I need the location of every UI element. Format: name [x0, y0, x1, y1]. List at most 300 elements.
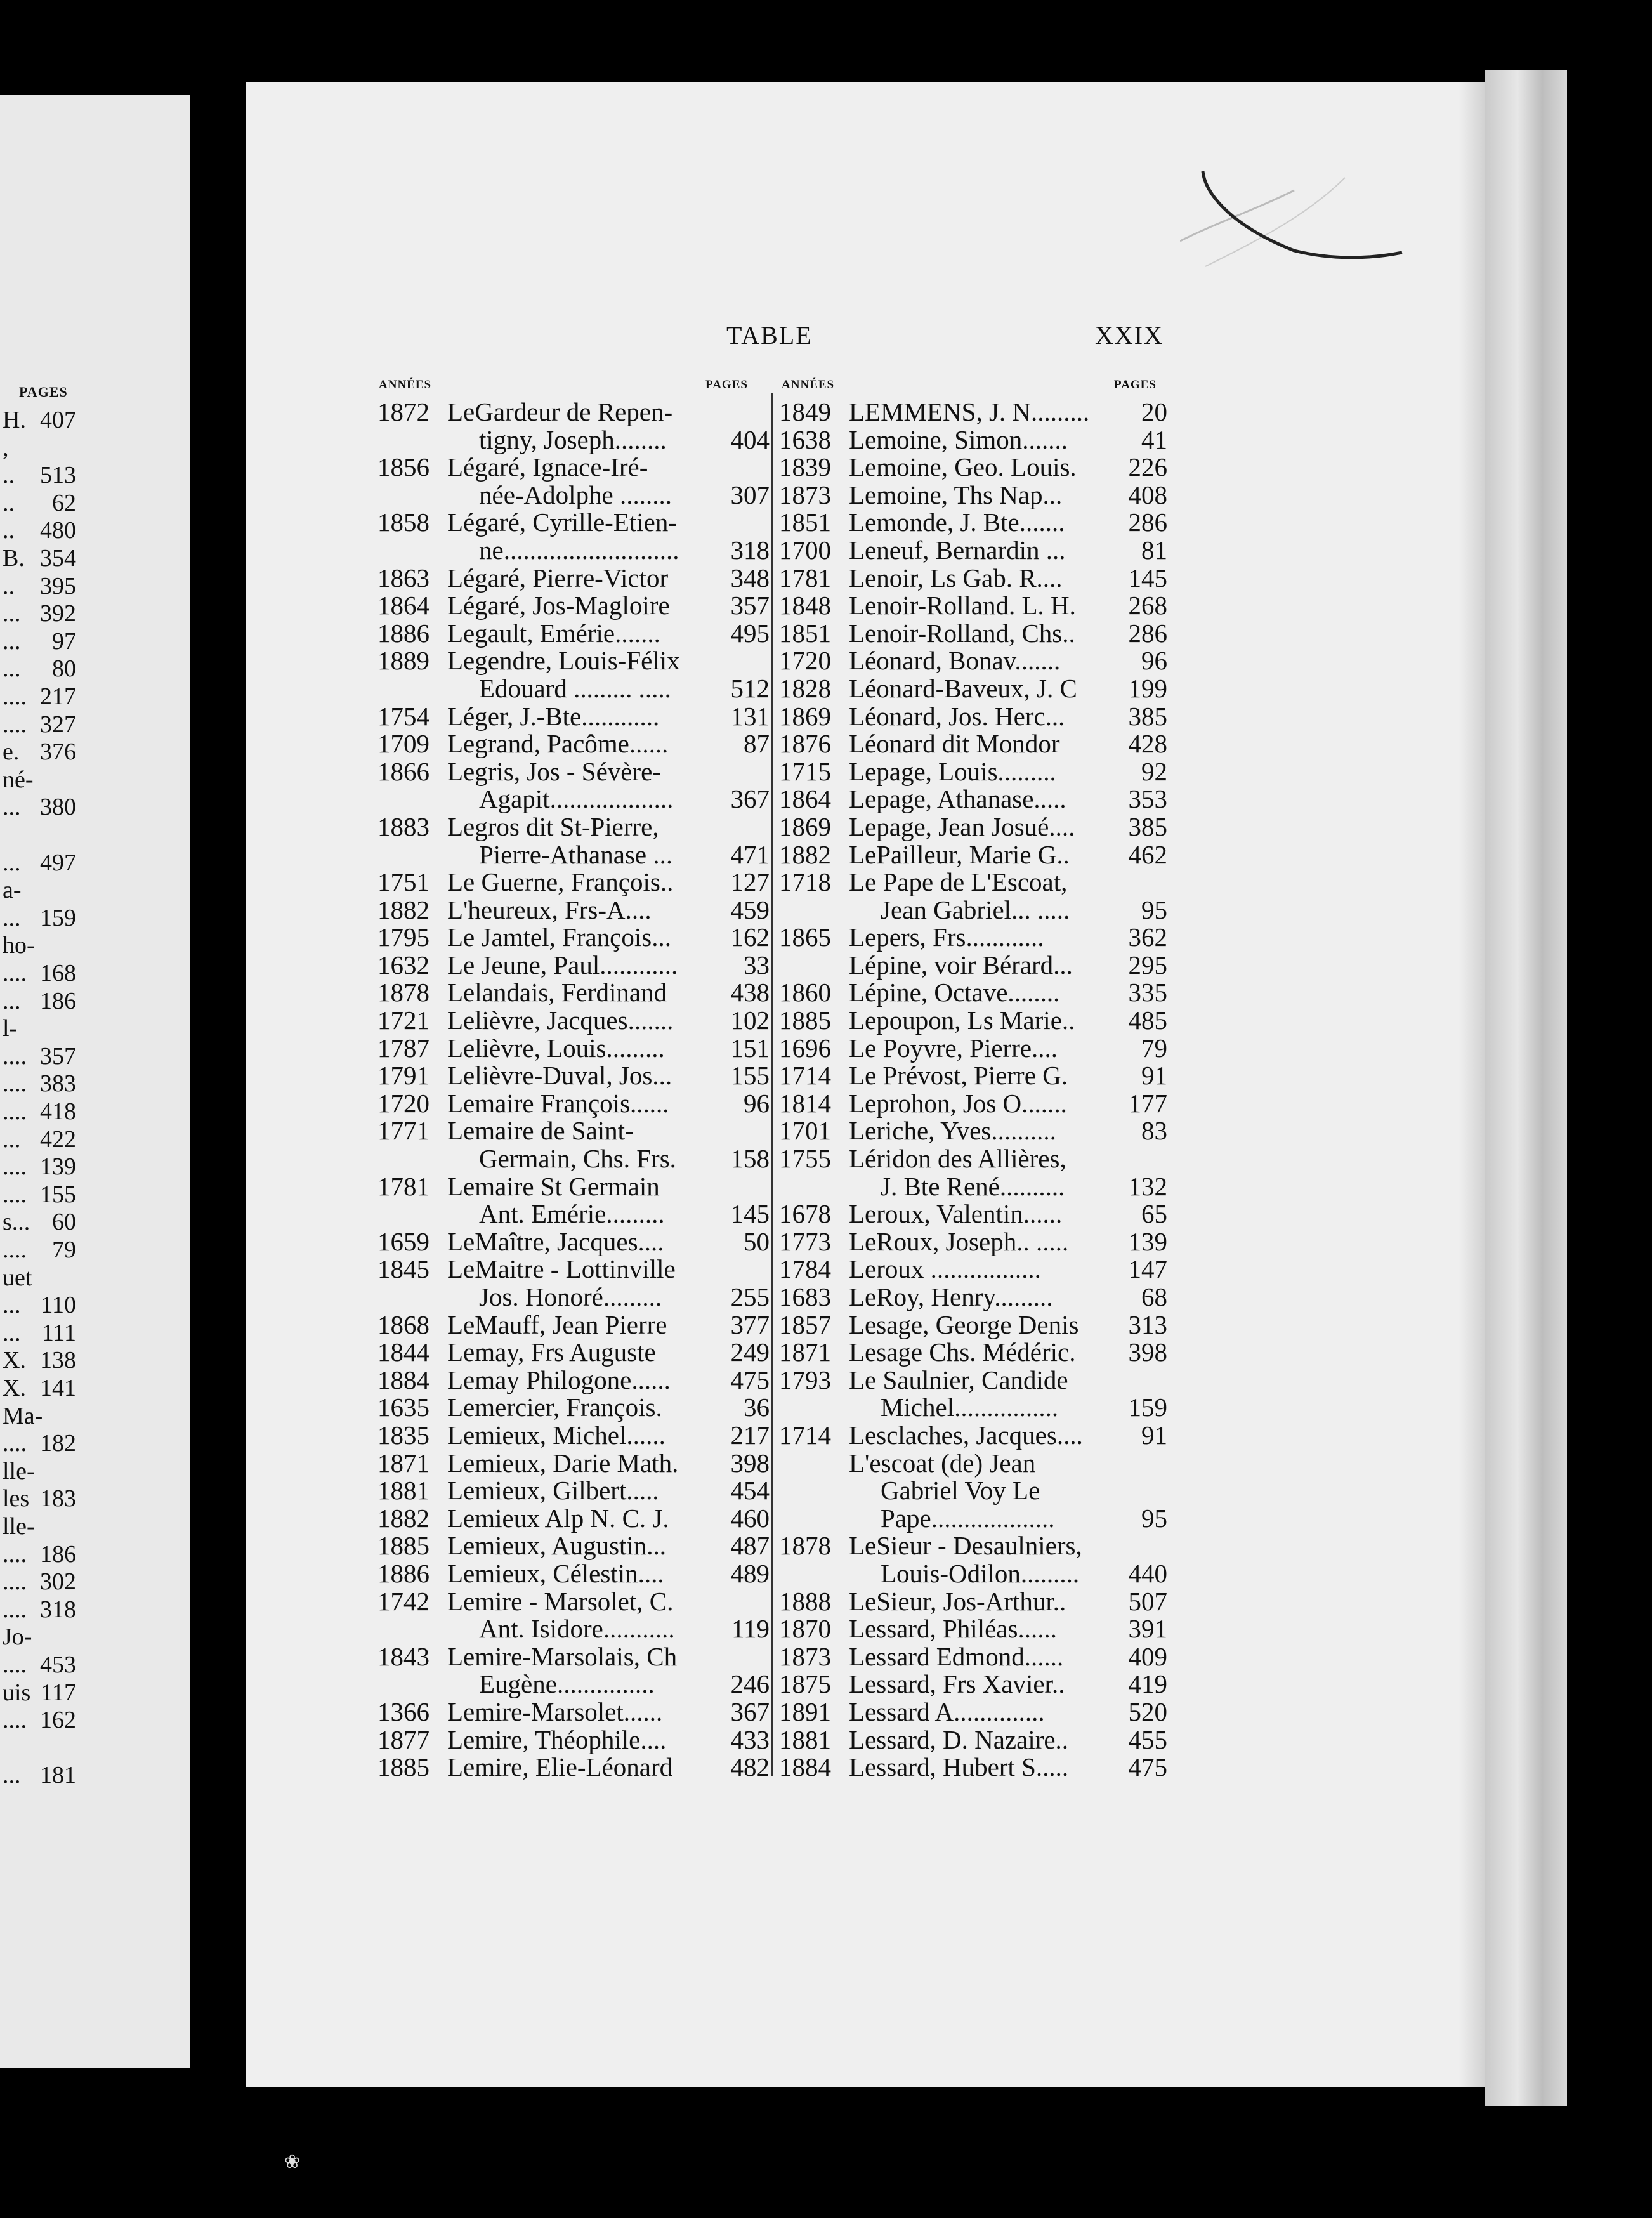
entry-name: Leneuf, Bernardin ...	[849, 535, 1066, 565]
entry-page: 36	[744, 1393, 770, 1422]
entry-name-continuation: Gabriel Voy Le	[881, 1476, 1040, 1506]
entry-page: 460	[730, 1503, 770, 1533]
entry-name: LeRoux, Joseph.. .....	[849, 1226, 1069, 1256]
index-entry	[779, 1228, 1167, 1256]
index-entry	[377, 730, 770, 758]
entry-name: Leriche, Yves..........	[849, 1116, 1056, 1146]
entry-name: Lenoir, Ls Gab. R....	[849, 563, 1063, 593]
left-page-line-text: ..	[3, 572, 15, 600]
entry-year: 1718	[779, 867, 831, 897]
left-page-line-page: 357	[40, 1042, 76, 1070]
entry-year: 1781	[377, 1171, 429, 1201]
index-entry	[377, 1726, 770, 1754]
index-entry	[377, 1090, 770, 1118]
entry-name: LeRoy, Henry.........	[849, 1282, 1053, 1311]
entry-name: Lemieux Alp N. C. J.	[447, 1503, 669, 1533]
index-entry	[779, 1117, 1167, 1145]
entry-year: 1881	[377, 1476, 429, 1506]
entry-name-continuation: Jean Gabriel... .....	[881, 895, 1070, 924]
left-page-line-text: ....	[3, 711, 27, 738]
entry-year: 1857	[779, 1309, 831, 1339]
left-page-line	[0, 1374, 190, 1402]
entry-year: 1771	[377, 1116, 429, 1146]
entry-page: 159	[1128, 1393, 1167, 1422]
left-page-line	[0, 711, 190, 738]
left-page-line-page: 217	[40, 683, 76, 710]
entry-name: Le Pape de L'Escoat,	[849, 867, 1068, 897]
entry-page: 313	[1128, 1309, 1167, 1339]
entry-year: 1881	[779, 1724, 831, 1754]
left-page-line-text: l-	[3, 1015, 18, 1042]
index-entry	[377, 592, 770, 620]
left-page-line	[0, 434, 190, 462]
entry-name: Leroux .................	[849, 1254, 1041, 1284]
entry-year: 1882	[377, 895, 429, 924]
entry-year: 1856	[377, 452, 429, 482]
entry-year: 1696	[779, 1033, 831, 1063]
entry-page: 475	[730, 1365, 770, 1394]
entry-year: 1878	[377, 978, 429, 1007]
left-page-line	[0, 1014, 190, 1042]
entry-name: LEMMENS, J. N.........	[849, 397, 1090, 426]
entry-name: Lemonde, J. Bte.......	[849, 508, 1065, 537]
left-page-line-page: 155	[40, 1181, 76, 1208]
entry-page: 79	[1141, 1033, 1167, 1063]
index-entry	[377, 454, 770, 509]
index-entry	[779, 398, 1167, 426]
entry-name: Lelandais, Ferdinand	[447, 978, 667, 1007]
left-page-line	[0, 655, 190, 683]
left-page-line-page: 453	[40, 1651, 76, 1678]
left-page-line-text: ....	[3, 1540, 27, 1568]
left-page-line	[0, 959, 190, 987]
entry-page: 455	[1128, 1724, 1167, 1754]
index-entry	[779, 1035, 1167, 1063]
col-right-pages-header: PAGES	[1114, 378, 1157, 391]
left-page-line	[0, 1651, 190, 1679]
index-entry	[779, 758, 1167, 786]
entry-name: Lemire, Elie-Léonard	[447, 1752, 673, 1782]
left-page-line	[0, 1181, 190, 1209]
left-page-line-text: ....	[3, 1430, 27, 1457]
entry-page: 92	[1141, 756, 1167, 786]
entry-page: 507	[1128, 1586, 1167, 1616]
left-page-line-page: 62	[52, 489, 76, 516]
entry-name: Lemieux, Michel......	[447, 1420, 665, 1450]
index-entry	[779, 565, 1167, 593]
left-page-line-page: 181	[40, 1762, 76, 1789]
left-page-line-page: 327	[40, 711, 76, 738]
entry-name: L'escoat (de) Jean	[849, 1448, 1036, 1478]
entry-year: 1715	[779, 756, 831, 786]
index-entry	[779, 1311, 1167, 1339]
left-page-line-text: s...	[3, 1209, 30, 1236]
entry-name: Lesclaches, Jacques....	[849, 1420, 1083, 1450]
entry-year: 1793	[779, 1365, 831, 1394]
column-divider	[771, 393, 773, 1776]
entry-year: 1787	[377, 1033, 429, 1063]
entry-year: 1876	[779, 729, 831, 759]
left-page-line-text: ....	[3, 1153, 27, 1181]
entry-name: Lemire, Théophile....	[447, 1724, 667, 1754]
index-entry	[779, 1698, 1167, 1726]
entry-page: 471	[730, 839, 770, 869]
left-page-line-text: ....	[3, 1707, 27, 1734]
entry-name: Lessard, D. Nazaire..	[849, 1724, 1069, 1754]
entry-name: Lemaire de Saint-	[447, 1116, 634, 1146]
entry-page: 131	[730, 701, 770, 731]
left-page-line-text: Jo-	[3, 1624, 32, 1651]
left-page-line	[0, 738, 190, 766]
entry-year: 1791	[377, 1061, 429, 1091]
entry-name: LeMaître, Jacques....	[447, 1226, 664, 1256]
left-page-line-page: 139	[40, 1153, 76, 1181]
entry-page: 87	[744, 729, 770, 759]
left-page-line-text: ....	[3, 1098, 27, 1125]
left-page-line-text: ...	[3, 655, 21, 683]
entry-year: 1683	[779, 1282, 831, 1311]
left-page-line-text: ,	[3, 434, 9, 461]
entry-page: 295	[1128, 950, 1167, 980]
entry-year: 1701	[779, 1116, 831, 1146]
index-entry	[779, 1670, 1167, 1698]
entry-year: 1851	[779, 618, 831, 648]
left-page-line	[0, 821, 190, 849]
entry-page: 102	[730, 1006, 770, 1035]
left-page-line-text: e.	[3, 738, 20, 766]
entry-name-continuation: Edouard ......... .....	[479, 673, 671, 703]
entry-name: Léonard, Bonav.......	[849, 646, 1061, 676]
left-page-line-page: 513	[40, 462, 76, 489]
index-entry	[779, 841, 1167, 869]
entry-year: 1889	[377, 646, 429, 676]
entry-page: 50	[744, 1226, 770, 1256]
left-page-line-page: 186	[40, 987, 76, 1014]
entry-year: 1742	[377, 1586, 429, 1616]
entry-year: 1843	[377, 1641, 429, 1671]
entry-year: 1873	[779, 1641, 831, 1671]
left-page-line	[0, 876, 190, 904]
index-entry	[779, 730, 1167, 758]
entry-name: LeSieur, Jos-Arthur..	[849, 1586, 1066, 1616]
index-entry	[779, 620, 1167, 648]
entry-name: Lemieux, Augustin...	[447, 1531, 667, 1561]
left-page-line	[0, 1125, 190, 1153]
index-entry	[377, 869, 770, 896]
entry-year: 1638	[779, 424, 831, 454]
index-entry	[377, 509, 770, 564]
entry-page: 335	[1128, 978, 1167, 1007]
entry-name: Legendre, Louis-Félix	[447, 646, 680, 676]
entry-page: 127	[730, 867, 770, 897]
left-page-line	[0, 489, 190, 517]
left-page-line-text: ...	[3, 1125, 21, 1153]
entry-page: 357	[730, 591, 770, 620]
index-entry	[377, 896, 770, 924]
index-entry	[779, 1007, 1167, 1035]
left-page-line-page: 395	[40, 572, 76, 600]
entry-name: Lemaire François......	[447, 1088, 669, 1118]
index-entry	[377, 1007, 770, 1035]
index-entry	[377, 1754, 770, 1782]
entry-page: 459	[730, 895, 770, 924]
left-page-line-page: 380	[40, 794, 76, 821]
index-entry	[377, 924, 770, 952]
entry-page: 81	[1141, 535, 1167, 565]
entry-page: 96	[744, 1088, 770, 1118]
entry-name: Legris, Jos - Sévère-	[447, 756, 662, 786]
left-page-line	[0, 987, 190, 1015]
entry-year: 1868	[377, 1309, 429, 1339]
entry-name: Lelièvre, Jacques.......	[447, 1006, 674, 1035]
left-page-line-page: 376	[40, 738, 76, 766]
entry-name: Lenoir-Rolland. L. H.	[849, 591, 1076, 620]
left-page-line-text: ...	[3, 1319, 21, 1346]
entry-year: 1659	[377, 1226, 429, 1256]
entry-year: 1700	[779, 535, 831, 565]
entry-name: Lessard A..............	[849, 1696, 1045, 1726]
index-entry	[377, 620, 770, 648]
entry-name: Le Poyvre, Pierre....	[849, 1033, 1058, 1063]
entry-year: 1844	[377, 1337, 429, 1367]
index-entry	[377, 952, 770, 980]
entry-year: 1866	[377, 756, 429, 786]
entry-year: 1885	[377, 1531, 429, 1561]
left-page-line-page: 480	[40, 517, 76, 544]
entry-page: 462	[1128, 839, 1167, 869]
entry-year: 1678	[779, 1199, 831, 1229]
entry-name-continuation: J. Bte René..........	[881, 1171, 1065, 1201]
left-page-line	[0, 600, 190, 627]
entry-page: 428	[1128, 729, 1167, 759]
left-page-line-page: 392	[40, 600, 76, 627]
entry-name: Legault, Emérie.......	[447, 618, 660, 648]
entry-page: 348	[730, 563, 770, 593]
entry-page: 249	[730, 1337, 770, 1367]
entry-page: 286	[1128, 618, 1167, 648]
entry-name: Lepage, Athanase.....	[849, 784, 1066, 814]
page-gutter-shadow	[1459, 82, 1485, 2087]
left-page-line-text: ...	[3, 627, 21, 655]
left-page-line-page: 407	[40, 407, 76, 433]
entry-page: 385	[1128, 811, 1167, 841]
entry-year: 1755	[779, 1144, 831, 1174]
entry-name-continuation: tigny, Joseph........	[479, 424, 667, 454]
entry-name: Léonard dit Mondor	[849, 729, 1060, 759]
left-page-line	[0, 683, 190, 711]
entry-year: 1848	[779, 591, 831, 620]
index-entry	[779, 1532, 1167, 1587]
index-entry	[377, 1422, 770, 1450]
entry-year: 1795	[377, 922, 429, 952]
entry-name: Lemay Philogone......	[447, 1365, 671, 1394]
left-page-line	[0, 849, 190, 877]
running-head-folio: XXIX	[1095, 321, 1164, 350]
entry-name: Le Prévost, Pierre G.	[849, 1061, 1068, 1091]
left-page-line-page: 79	[52, 1237, 76, 1263]
entry-page: 132	[1128, 1171, 1167, 1201]
left-page-line	[0, 1623, 190, 1651]
left-page-line	[0, 931, 190, 959]
index-entry	[779, 482, 1167, 509]
left-page-line-text: lle-	[3, 1457, 35, 1485]
left-page-line-page: 418	[40, 1098, 76, 1125]
index-entry	[779, 1090, 1167, 1118]
left-page-line-text: ...	[3, 987, 21, 1014]
index-entry	[779, 426, 1167, 454]
entry-name: Legros dit St-Pierre,	[447, 811, 659, 841]
entry-year: 1864	[779, 784, 831, 814]
entry-year: 1849	[779, 397, 831, 426]
left-page-line	[0, 1568, 190, 1596]
entry-name: Lenoir-Rolland, Chs..	[849, 618, 1075, 648]
entry-name: LeMaitre - Lottinville	[447, 1254, 676, 1284]
entry-year: 1885	[779, 1006, 831, 1035]
entry-name-continuation: Eugène...............	[479, 1669, 655, 1699]
entry-name: Legrand, Pacôme......	[447, 729, 669, 759]
index-entry	[377, 1532, 770, 1560]
entry-year: 1871	[377, 1448, 429, 1478]
index-entry	[377, 1339, 770, 1367]
entry-year: 1869	[779, 811, 831, 841]
left-page-line-text: lle-	[3, 1513, 35, 1540]
left-page-line	[0, 1734, 190, 1762]
entry-name: Lemieux, Célestin....	[447, 1558, 664, 1588]
left-page-line	[0, 1596, 190, 1624]
index-entry	[779, 924, 1167, 952]
left-page-line-text: ....	[3, 1596, 27, 1623]
left-page-line	[0, 627, 190, 655]
index-entry	[377, 1173, 770, 1228]
entry-name: Le Jamtel, François...	[447, 922, 671, 952]
index-entry	[377, 1505, 770, 1533]
index-entry	[779, 1145, 1167, 1200]
left-page-line-text: Ma-	[3, 1402, 43, 1429]
left-page-line-page: 111	[41, 1319, 76, 1346]
entry-page: 454	[730, 1476, 770, 1506]
entry-year: 1882	[779, 839, 831, 869]
entry-year: 1884	[377, 1365, 429, 1394]
entry-year: 1869	[779, 701, 831, 731]
entry-year: 1709	[377, 729, 429, 759]
left-page-line-text: ..	[3, 517, 15, 544]
entry-page: 96	[1141, 646, 1167, 676]
left-page-line-text: ....	[3, 1568, 27, 1596]
entry-page: 65	[1141, 1199, 1167, 1229]
index-entry	[779, 1422, 1167, 1450]
left-page-line	[0, 1264, 190, 1292]
entry-name: Lemieux, Darie Math.	[447, 1448, 679, 1478]
entry-page: 495	[730, 618, 770, 648]
entry-year: 1781	[779, 563, 831, 593]
left-page-line-text: H.	[3, 407, 26, 433]
left-page-line-page: 97	[52, 627, 76, 655]
left-page-line	[0, 461, 190, 489]
entry-name: Lemire - Marsolet, C.	[447, 1586, 674, 1616]
entry-name-continuation: ne...........................	[479, 535, 679, 565]
index-entry	[779, 952, 1167, 980]
entry-year: 1891	[779, 1696, 831, 1726]
left-page-line-text: uet	[3, 1264, 32, 1291]
index-entry	[779, 537, 1167, 565]
left-page-line	[0, 1236, 190, 1264]
entry-page: 286	[1128, 508, 1167, 537]
entry-name: Léonard-Baveux, J. C	[849, 673, 1077, 703]
entry-year: 1858	[377, 508, 429, 537]
bottom-speck: ❀	[284, 2151, 301, 2172]
entry-name: Léger, J.-Bte............	[447, 701, 660, 731]
left-page-pages-header: PAGES	[19, 384, 68, 400]
entry-year: 1784	[779, 1254, 831, 1284]
page-edge	[1485, 70, 1567, 2106]
entry-name: Lemoine, Simon.......	[849, 424, 1068, 454]
entry-page: 151	[730, 1033, 770, 1063]
left-page-line-text: ....	[3, 683, 27, 710]
index-entry	[779, 1643, 1167, 1671]
left-page-line-text: uis	[3, 1679, 31, 1706]
left-page-line-page: 110	[41, 1292, 76, 1319]
entry-page: 147	[1128, 1254, 1167, 1284]
entry-year: 1865	[779, 922, 831, 952]
entry-name-continuation: Ant. Emérie.........	[479, 1199, 665, 1229]
left-page-line	[0, 1429, 190, 1457]
entry-year: 1828	[779, 673, 831, 703]
index-entry	[377, 979, 770, 1007]
left-page-line	[0, 1291, 190, 1319]
entry-name: Le Saulnier, Candide	[849, 1365, 1068, 1394]
entry-name: Lemoine, Geo. Louis.	[849, 452, 1077, 482]
left-page-line	[0, 1402, 190, 1430]
entry-page: 145	[730, 1199, 770, 1229]
entry-page: 91	[1141, 1420, 1167, 1450]
index-entry	[779, 703, 1167, 731]
entry-page: 475	[1128, 1752, 1167, 1782]
entry-year: 1714	[779, 1061, 831, 1091]
entry-page: 485	[1128, 1006, 1167, 1035]
index-entry	[377, 813, 770, 869]
entry-page: 487	[730, 1531, 770, 1561]
entry-name-continuation: Michel................	[881, 1393, 1059, 1422]
index-entry	[779, 1062, 1167, 1090]
entry-page: 520	[1128, 1696, 1167, 1726]
entry-name: Lépine, Octave........	[849, 978, 1060, 1007]
entry-name: Lepage, Jean Josué....	[849, 811, 1075, 841]
index-entry	[779, 675, 1167, 703]
entry-year: 1845	[377, 1254, 429, 1284]
index-entry	[377, 1117, 770, 1172]
left-page-line	[0, 406, 190, 434]
entry-name: LePailleur, Marie G..	[849, 839, 1070, 869]
left-page-line-page: 354	[40, 545, 76, 572]
index-entry	[779, 1726, 1167, 1754]
index-column-right	[779, 398, 1167, 1782]
left-page-line-text: né-	[3, 766, 34, 793]
entry-name: Lepoupon, Ls Marie..	[849, 1006, 1075, 1035]
index-entry	[779, 1588, 1167, 1616]
entry-year: 1882	[377, 1503, 429, 1533]
entry-year: 1720	[377, 1088, 429, 1118]
entry-name: LeGardeur de Repen-	[447, 397, 673, 426]
entry-name: Lelièvre-Duval, Jos...	[447, 1061, 672, 1091]
index-entry	[779, 785, 1167, 813]
entry-page: 489	[730, 1558, 770, 1588]
entry-page: 155	[730, 1061, 770, 1091]
left-page-line	[0, 1042, 190, 1070]
left-page-line-text: ...	[3, 1762, 21, 1789]
entry-page: 83	[1141, 1116, 1167, 1146]
entry-year: 1878	[779, 1531, 831, 1561]
left-page-line-text: ..	[3, 489, 15, 516]
